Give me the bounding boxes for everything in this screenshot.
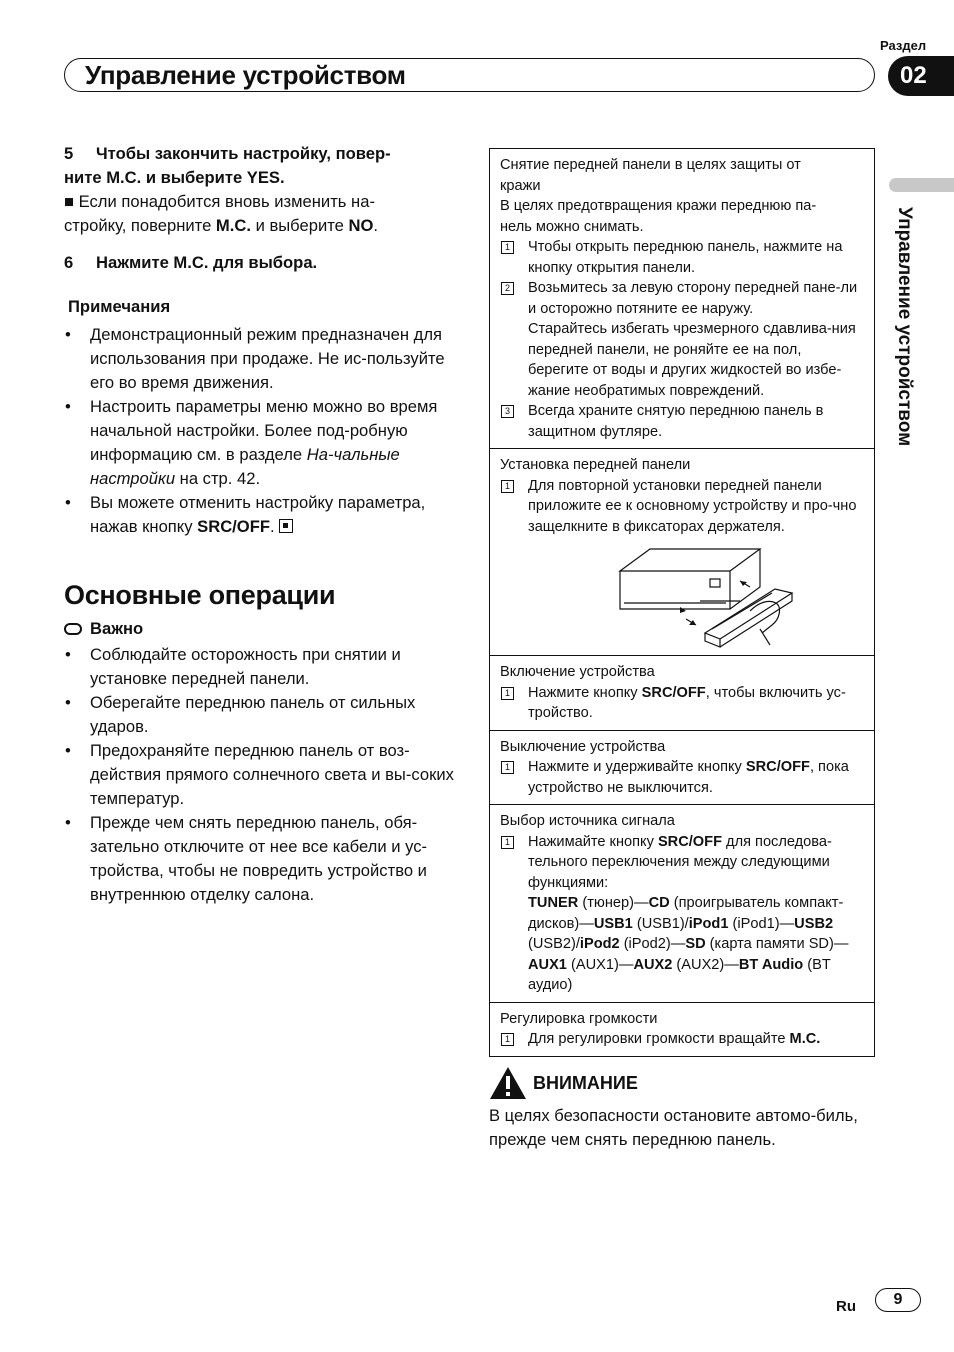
table-row: [500, 476, 864, 538]
note-key: NO: [348, 216, 374, 235]
list-item: • Оберегайте переднюю панель от сильных ударов.: [64, 691, 459, 739]
list-item: • Предохраняйте переднюю панель от воз-действия прямого солнечного света и вы-соких температур.: [64, 739, 459, 811]
step-text: Чтобы открыть переднюю панель, нажмите на кнопку открытия панели.: [528, 239, 843, 276]
caution-block: [489, 1066, 869, 1152]
list-item: [64, 491, 459, 539]
end-mark-icon: [279, 519, 293, 533]
step-text: Всегда храните снятую переднюю панель в защитном футляре.: [528, 403, 824, 440]
cell-title: Установка передней панели: [500, 457, 691, 473]
step-number-box: 1: [501, 761, 514, 774]
note-text: Настроить параметры меню можно во время начальной настройки. Более под-робную информацию см. в разделе: [90, 397, 438, 464]
table-row: [500, 1029, 864, 1050]
cell-source-select: [490, 805, 874, 1003]
step-text: Нажимайте кнопку SRC/OFF для последова-тельного переключения между следующими функциями: TUNER (тюнер)—CD (проигрыватель компакт-дисков)—USB1 (USB1)/iPod1 (iPod1)—USB2 (USB2)/iPod2 (iPod2)—SD (карта памяти SD)—AUX1 (AUX1)—AUX2 (AUX2)—BT Audio (BT аудио): [528, 833, 849, 993]
list-item: • Соблюдайте осторожность при снятии и установке передней панели.: [64, 643, 459, 691]
operations-table: [489, 148, 875, 1057]
step-5: [64, 142, 459, 190]
note-text: и выберите: [250, 216, 349, 235]
step-6: [64, 251, 459, 275]
table-row: [500, 278, 864, 401]
cell-power-on: [490, 656, 874, 731]
caution-heading: [489, 1066, 869, 1100]
left-column: [64, 142, 459, 907]
step-5-note: [64, 190, 459, 238]
cell-volume: [490, 1003, 874, 1056]
cell-attach-panel: [490, 449, 874, 656]
section-number-badge: 02: [888, 56, 954, 96]
caution-text: В целях безопасности остановите автомо-биль, прежде чем снять переднюю панель.: [489, 1106, 858, 1149]
important-label: Важно: [90, 619, 144, 638]
cell-title: Снятие передней панели в целях защиты от кражи: [500, 157, 801, 194]
list-item: • Демонстрационный режим предназначен для использования при продаже. Не ис-пользуйте его во время движения.: [64, 323, 459, 395]
step-number-box: 3: [501, 405, 514, 418]
cell-title: Выбор источника сигнала: [500, 813, 675, 829]
cell-power-off: [490, 731, 874, 806]
note-key: SRC/OFF: [197, 517, 270, 536]
note-text: .: [373, 216, 378, 235]
language-label: Ru: [836, 1298, 856, 1315]
step-number-box: 2: [501, 282, 514, 295]
step-number-box: 1: [501, 1033, 514, 1046]
chapter-title-frame: [64, 58, 875, 92]
note-text: .: [269, 517, 275, 536]
note-link-text: На-чальные настройки: [90, 445, 400, 488]
note-text: Вы можете отменить настройку параметра, нажав кнопку: [90, 493, 426, 536]
step-number-box: 1: [501, 480, 514, 493]
page-number: 9: [875, 1288, 921, 1312]
step-text: Для регулировки громкости вращайте M.C.: [528, 1031, 821, 1047]
note-key: M.C.: [215, 216, 251, 235]
step-text: Возьмитесь за левую сторону передней пане-ли и осторожно потяните ее наружу. Старайтесь избегать чрезмерного сдавлива-ния передней панели, не роняйте ее на пол, берегите от воды и других жидкостей во избе-жание необратимых повреждений.: [528, 280, 858, 399]
page-title: Управление устройством: [85, 60, 406, 90]
warning-triangle-icon: [489, 1066, 527, 1100]
step-text: Нажмите M.C. для выбора.: [96, 253, 318, 272]
notes-heading: Примечания: [68, 297, 171, 316]
table-row: [500, 832, 864, 996]
section-label: Раздел: [880, 38, 927, 53]
side-vertical-title: Управление устройством: [894, 207, 915, 447]
side-thumb-tab: [889, 178, 954, 192]
section-heading: Основные операции: [64, 580, 336, 610]
caution-label: ВНИМАНИЕ: [533, 1073, 638, 1093]
cell-intro: В целях предотвращения кражи переднюю па- нель можно снимать.: [500, 198, 817, 235]
list-item: [64, 395, 459, 491]
table-row: [500, 757, 864, 798]
cell-title: Регулировка громкости: [500, 1010, 658, 1027]
table-row: [500, 237, 864, 278]
cell-title: Выключение устройства: [500, 738, 666, 755]
table-row: [500, 683, 864, 724]
step-number-box: 1: [501, 687, 514, 700]
step-number: 5: [64, 144, 74, 163]
step-number-box: 1: [501, 241, 514, 254]
cell-title: Включение устройства: [500, 664, 655, 680]
step-text: Нажмите и удерживайте кнопку SRC/OFF, пока устройство не выключится.: [528, 759, 849, 796]
step-text: Для повторной установки передней панели приложите ее к основному устройству и про-чно защелкните в фиксаторах держателя.: [528, 477, 857, 535]
source-list: TUNER (тюнер)—CD (проигрыватель компакт-дисков)—USB1 (USB1)/iPod1 (iPod1)—USB2 (USB2)/iPod2 (iPod2)—SD (карта памяти SD)—AUX1 (AUX1)—AUX2 (AUX2)—BT Audio (BT аудио): [528, 895, 849, 993]
step-number: 6: [64, 253, 74, 272]
important-heading: [64, 617, 459, 641]
note-text: ■ Если понадобится вновь изменить на-: [64, 192, 375, 211]
list-item: • Прежде чем снять переднюю панель, обя-зательно отключите от нее все кабели и ус-тройства, чтобы не повредить устройство и внутреннюю отделку салона.: [64, 811, 459, 907]
step-text: Нажмите кнопку SRC/OFF, чтобы включить ус-тройство.: [528, 684, 846, 721]
panel-install-illustration: [500, 541, 864, 649]
notes-list: [64, 323, 459, 539]
important-icon: [64, 623, 82, 635]
step-number-box: 1: [501, 836, 514, 849]
step-text: Чтобы закончить настройку, повер-: [96, 144, 391, 163]
table-row: [500, 401, 864, 442]
note-text: стройку, поверните: [64, 216, 216, 235]
cell-remove-panel: [490, 149, 874, 449]
step-text: ните M.C. и выберите YES.: [64, 168, 285, 187]
note-text: на стр. 42.: [175, 469, 261, 488]
important-list: [64, 643, 459, 907]
